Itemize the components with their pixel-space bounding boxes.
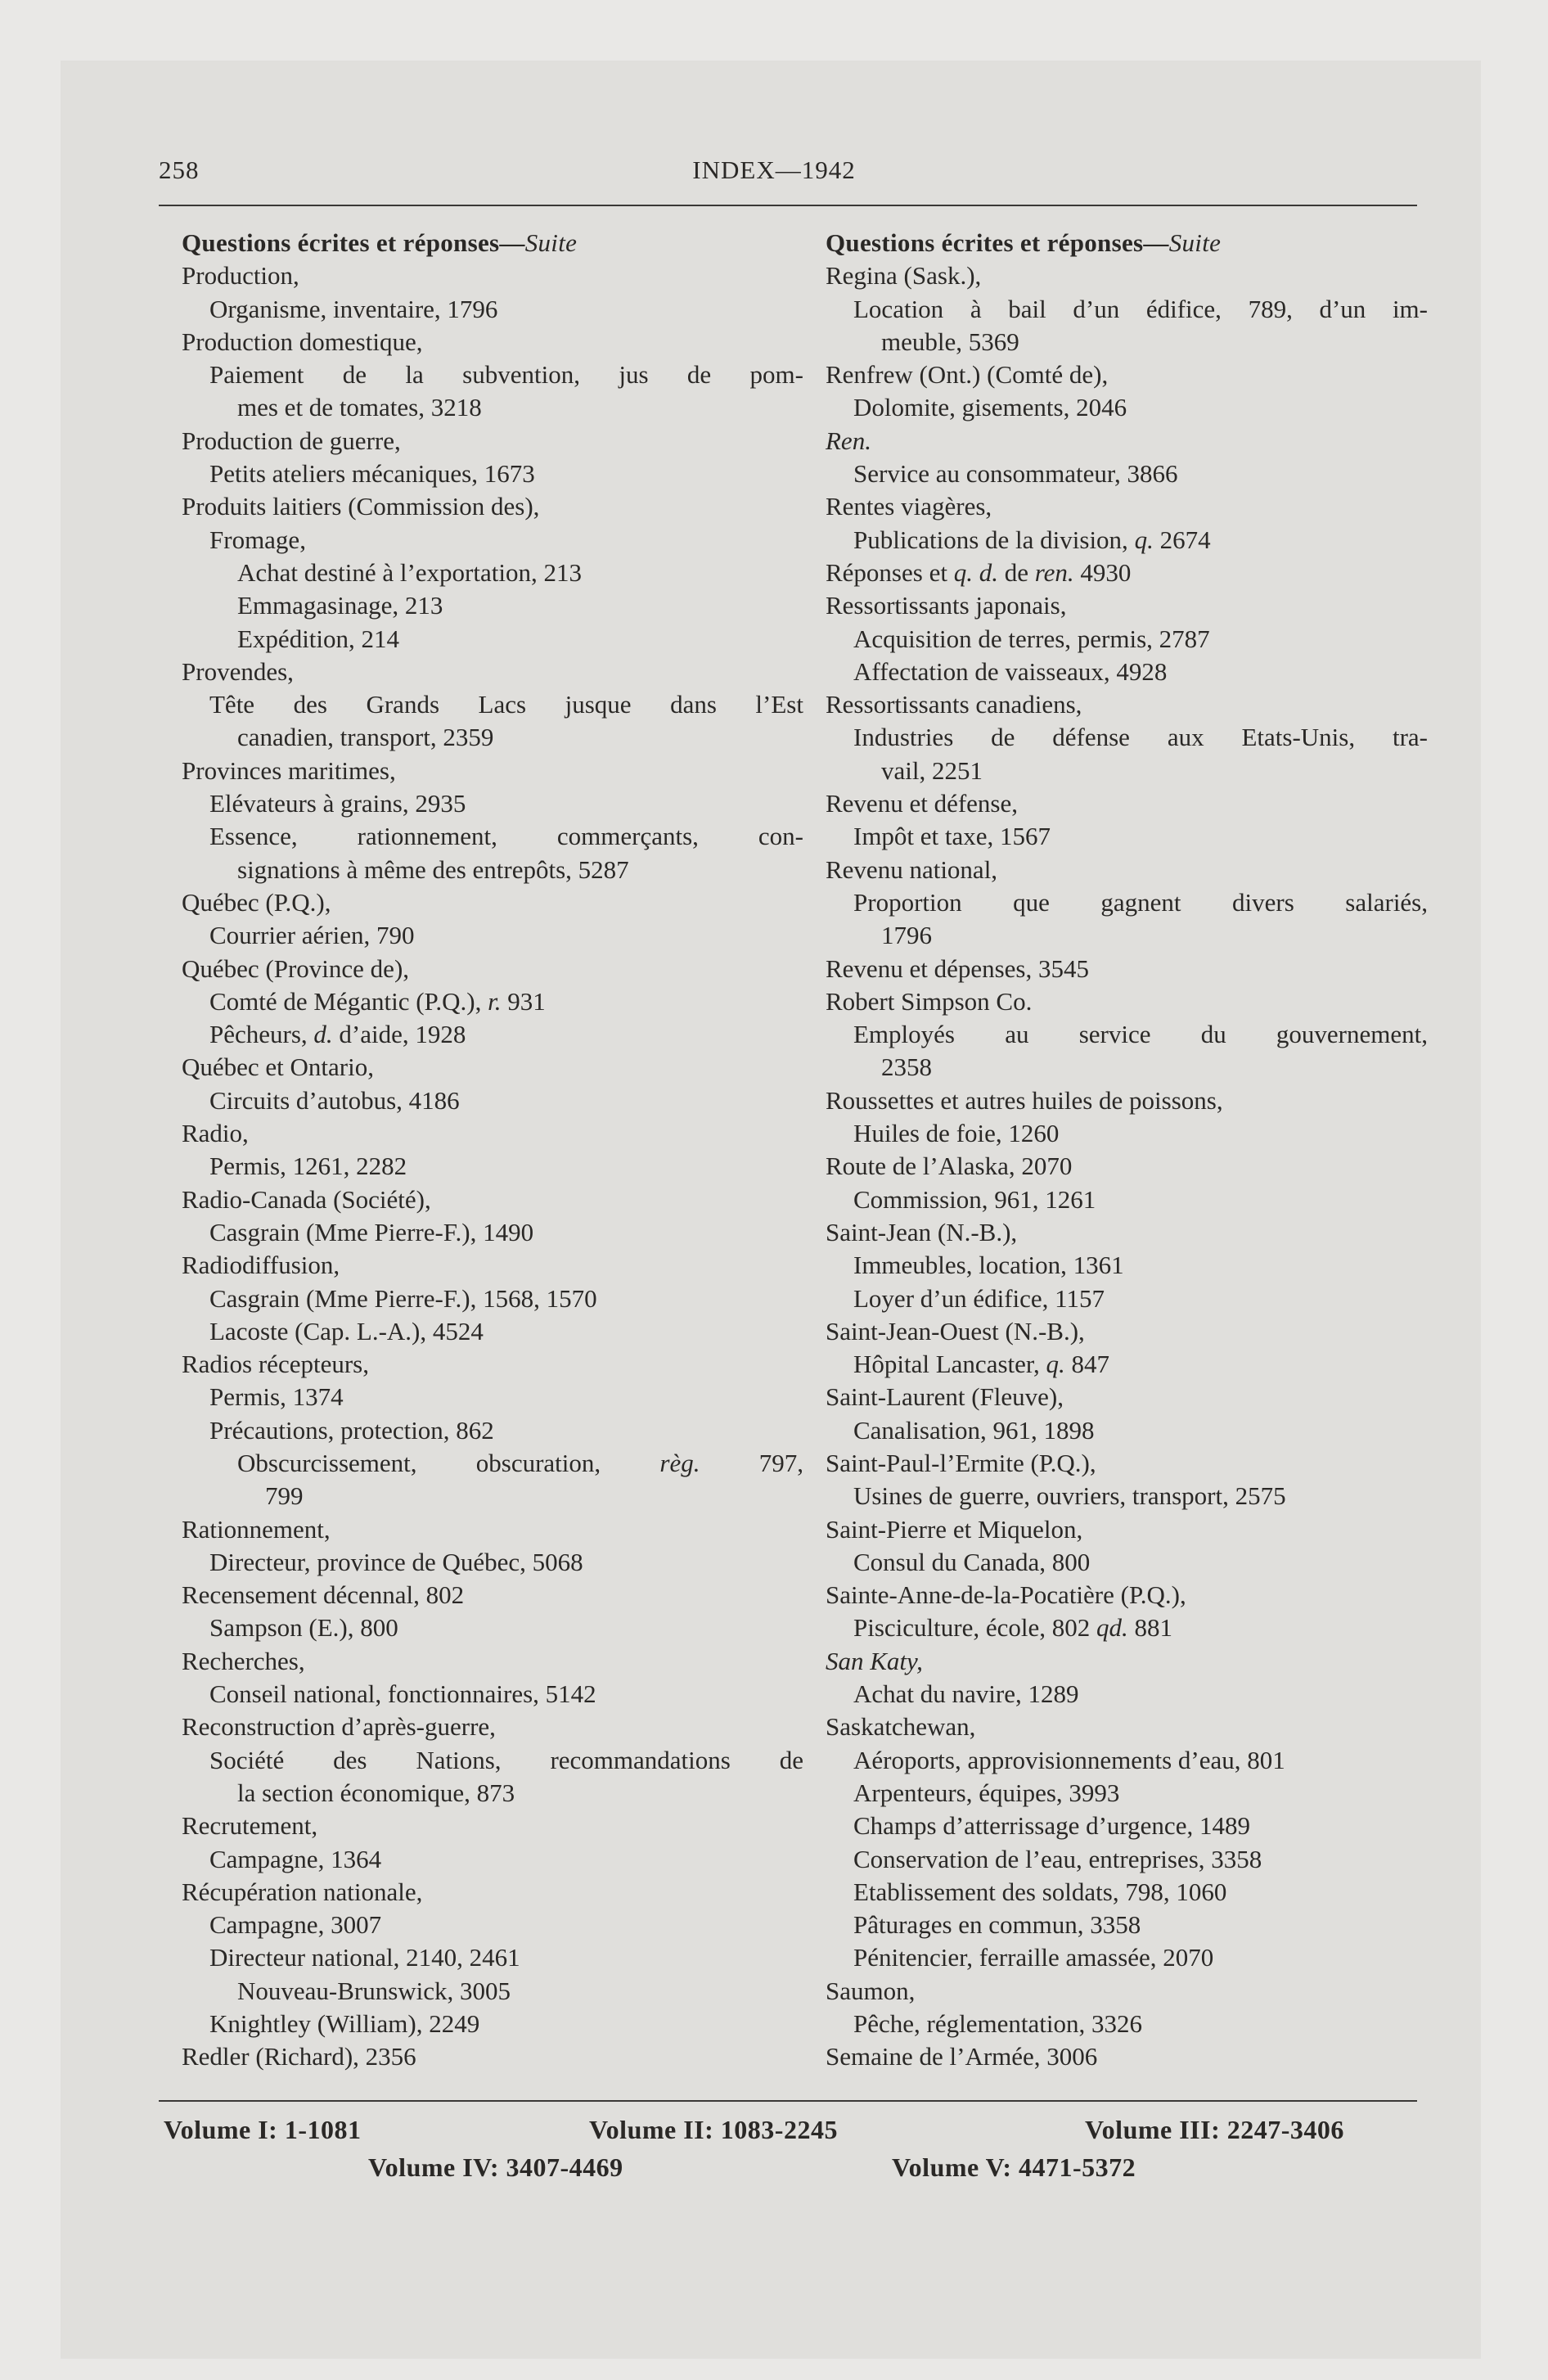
- index-entry: Publications de la division, q. 2674: [853, 525, 1211, 554]
- index-entry: Semaine de l’Armée, 3006: [826, 2042, 1098, 2071]
- volume-range-5: Volume V: 4471-5372: [892, 2152, 1136, 2182]
- index-entry: Proportion que gagnent divers salariés,: [853, 887, 1428, 917]
- index-entry: meuble, 5369: [881, 327, 1019, 356]
- index-entry: Consul du Canada, 800: [853, 1547, 1091, 1576]
- index-entry: Québec (P.Q.),: [182, 887, 331, 917]
- index-entry: San Katy,: [826, 1646, 923, 1675]
- index-entry: Québec (Province de),: [182, 953, 410, 983]
- index-entry: signations à même des entrepôts, 5287: [237, 854, 629, 884]
- index-entry: Regina (Sask.),: [826, 261, 982, 291]
- index-entry: Revenu national,: [826, 854, 998, 884]
- index-entry: Produits laitiers (Commission des),: [182, 492, 540, 521]
- index-entry: Knightley (William), 2249: [209, 2009, 480, 2039]
- index-entry: Radio,: [182, 1119, 249, 1148]
- index-entry: Robert Simpson Co.: [826, 986, 1033, 1016]
- index-entry: Petits ateliers mécaniques, 1673: [209, 459, 535, 489]
- index-entry: Saskatchewan,: [826, 1712, 976, 1742]
- index-entry: Pêcheurs, d. d’aide, 1928: [209, 1020, 466, 1049]
- index-entry: Campagne, 3007: [209, 1910, 382, 1940]
- volume-range-2: Volume II: 1083-2245: [589, 2115, 838, 2144]
- index-entry: Récupération nationale,: [182, 1877, 423, 1906]
- index-entry: Casgrain (Mme Pierre-F.), 1568, 1570: [209, 1283, 597, 1313]
- volume-range-1: Volume I: 1-1081: [164, 2115, 362, 2144]
- index-entry: Saint-Paul-l’Ermite (P.Q.),: [826, 1448, 1096, 1477]
- index-entry: Saint-Jean-Ouest (N.-B.),: [826, 1316, 1085, 1346]
- header-rule: [159, 205, 1417, 206]
- index-entry: Expédition, 214: [237, 624, 400, 653]
- index-entry: Permis, 1374: [209, 1382, 344, 1412]
- index-entry: Courrier aérien, 790: [209, 921, 415, 950]
- index-entry: Précautions, protection, 862: [209, 1415, 494, 1445]
- index-entry: Commission, 961, 1261: [853, 1184, 1096, 1214]
- index-entry: Employés au service du gouvernement,: [853, 1020, 1428, 1049]
- index-entry: Circuits d’autobus, 4186: [209, 1085, 460, 1115]
- index-entry: Paiement de la subvention, jus de pom-: [209, 360, 803, 390]
- index-entry: Saint-Laurent (Fleuve),: [826, 1382, 1064, 1412]
- index-entry: Revenu et défense,: [826, 789, 1018, 818]
- index-entry: Fromage,: [209, 525, 306, 554]
- index-entry: Pisciculture, école, 802 qd. 881: [853, 1613, 1172, 1643]
- index-entry: Essence, rationnement, commerçants, con-: [209, 822, 803, 851]
- index-entry: Provendes,: [182, 656, 294, 686]
- index-column-right: [826, 227, 1428, 2074]
- index-entry: Service au consommateur, 3866: [853, 459, 1178, 489]
- index-section-heading: Questions écrites et réponses—Suite: [182, 228, 578, 257]
- index-entry: Sampson (E.), 800: [209, 1613, 398, 1643]
- index-entry: Radio-Canada (Société),: [182, 1184, 431, 1214]
- index-entry: Industries de défense aux Etats-Unis, tra-: [853, 723, 1428, 752]
- index-entry: Hôpital Lancaster, q. 847: [853, 1350, 1109, 1379]
- index-entry: Conservation de l’eau, entreprises, 3358: [853, 1844, 1262, 1873]
- index-entry: Radiodiffusion,: [182, 1251, 340, 1280]
- index-entry: Ren.: [826, 426, 871, 455]
- index-entry: Pâturages en commun, 3358: [853, 1910, 1141, 1940]
- index-entry: Achat destiné à l’exportation, 213: [237, 557, 582, 587]
- index-entry: Lacoste (Cap. L.-A.), 4524: [209, 1316, 484, 1346]
- index-entry: Etablissement des soldats, 798, 1060: [853, 1877, 1227, 1906]
- index-entry: Rentes viagères,: [826, 492, 992, 521]
- index-entry: Tête des Grands Lacs jusque dans l’Est: [209, 690, 803, 719]
- index-entry: 2358: [881, 1053, 932, 1082]
- index-entry: Réponses et q. d. de ren. 4930: [826, 557, 1132, 587]
- index-entry: Obscurcissement, obscuration, règ. 797,: [237, 1448, 803, 1477]
- index-entry: Route de l’Alaska, 2070: [826, 1152, 1073, 1181]
- index-entry: Redler (Richard), 2356: [182, 2042, 416, 2071]
- index-entry: Ressortissants japonais,: [826, 591, 1067, 620]
- index-entry: Canalisation, 961, 1898: [853, 1415, 1095, 1445]
- index-entry: Organisme, inventaire, 1796: [209, 294, 498, 323]
- index-entry: vail, 2251: [881, 755, 983, 785]
- index-entry: Impôt et taxe, 1567: [853, 822, 1051, 851]
- index-entry: 1796: [881, 921, 932, 950]
- index-entry: Loyer d’un édifice, 1157: [853, 1283, 1105, 1313]
- index-entry: Ressortissants canadiens,: [826, 690, 1082, 719]
- index-entry: Huiles de foie, 1260: [853, 1119, 1060, 1148]
- index-entry: Permis, 1261, 2282: [209, 1152, 407, 1181]
- index-entry: Production de guerre,: [182, 426, 401, 455]
- index-entry: Casgrain (Mme Pierre-F.), 1490: [209, 1217, 534, 1246]
- index-entry: Usines de guerre, ouvriers, transport, 2575: [853, 1481, 1286, 1511]
- volume-range-4: Volume IV: 3407-4469: [368, 2152, 623, 2182]
- index-entry: Production,: [182, 261, 299, 291]
- index-section-heading: Questions écrites et réponses—Suite: [826, 228, 1222, 257]
- index-entry: Acquisition de terres, permis, 2787: [853, 624, 1210, 653]
- index-entry: Emmagasinage, 213: [237, 591, 443, 620]
- index-entry: Nouveau-Brunswick, 3005: [237, 1976, 511, 2005]
- index-entry: Recrutement,: [182, 1811, 318, 1841]
- index-entry: Saint-Jean (N.-B.),: [826, 1217, 1018, 1246]
- page-number: 258: [159, 156, 200, 184]
- index-entry: Achat du navire, 1289: [853, 1679, 1079, 1709]
- index-entry: Immeubles, location, 1361: [853, 1251, 1124, 1280]
- index-entry: Saint-Pierre et Miquelon,: [826, 1514, 1083, 1544]
- index-entry: Location à bail d’un édifice, 789, d’un im-: [853, 294, 1428, 323]
- running-title: INDEX—1942: [692, 156, 856, 184]
- index-entry: Renfrew (Ont.) (Comté de),: [826, 360, 1109, 390]
- index-entry: Arpenteurs, équipes, 3993: [853, 1778, 1120, 1807]
- index-entry: Recensement décennal, 802: [182, 1580, 465, 1610]
- index-entry: Roussettes et autres huiles de poissons,: [826, 1085, 1223, 1115]
- index-entry: mes et de tomates, 3218: [237, 393, 482, 422]
- index-entry: Dolomite, gisements, 2046: [853, 393, 1127, 422]
- index-entry: Québec et Ontario,: [182, 1053, 374, 1082]
- index-entry: Pêche, réglementation, 3326: [853, 2009, 1142, 2039]
- index-entry: Directeur national, 2140, 2461: [209, 1943, 520, 1972]
- index-entry: Rationnement,: [182, 1514, 331, 1544]
- index-entry: Provinces maritimes,: [182, 755, 396, 785]
- index-entry: la section économique, 873: [237, 1778, 515, 1807]
- footer-rule: [159, 2100, 1417, 2102]
- index-column-left: [182, 227, 803, 2074]
- index-entry: Campagne, 1364: [209, 1844, 382, 1873]
- index-entry: Recherches,: [182, 1646, 305, 1675]
- index-entry: Société des Nations, recommandations de: [209, 1745, 803, 1774]
- index-entry: Reconstruction d’après-guerre,: [182, 1712, 496, 1742]
- index-entry: Revenu et dépenses, 3545: [826, 953, 1089, 983]
- index-entry: Sainte-Anne-de-la-Pocatière (P.Q.),: [826, 1580, 1186, 1610]
- index-entry: Radios récepteurs,: [182, 1350, 369, 1379]
- index-entry: Elévateurs à grains, 2935: [209, 789, 466, 818]
- index-entry: Production domestique,: [182, 327, 423, 356]
- index-entry: 799: [265, 1481, 304, 1511]
- index-entry: Aéroports, approvisionnements d’eau, 801: [853, 1745, 1285, 1774]
- volume-range-3: Volume III: 2247-3406: [1085, 2115, 1344, 2144]
- index-entry: Pénitencier, ferraille amassée, 2070: [853, 1943, 1214, 1972]
- index-entry: Affectation de vaisseaux, 4928: [853, 656, 1168, 686]
- index-entry: canadien, transport, 2359: [237, 723, 494, 752]
- index-entry: Directeur, province de Québec, 5068: [209, 1547, 583, 1576]
- index-entry: Comté de Mégantic (P.Q.), r. 931: [209, 986, 546, 1016]
- index-entry: Saumon,: [826, 1976, 916, 2005]
- index-entry: Champs d’atterrissage d’urgence, 1489: [853, 1811, 1250, 1841]
- running-head: [0, 156, 1548, 188]
- index-entry: Conseil national, fonctionnaires, 5142: [209, 1679, 596, 1709]
